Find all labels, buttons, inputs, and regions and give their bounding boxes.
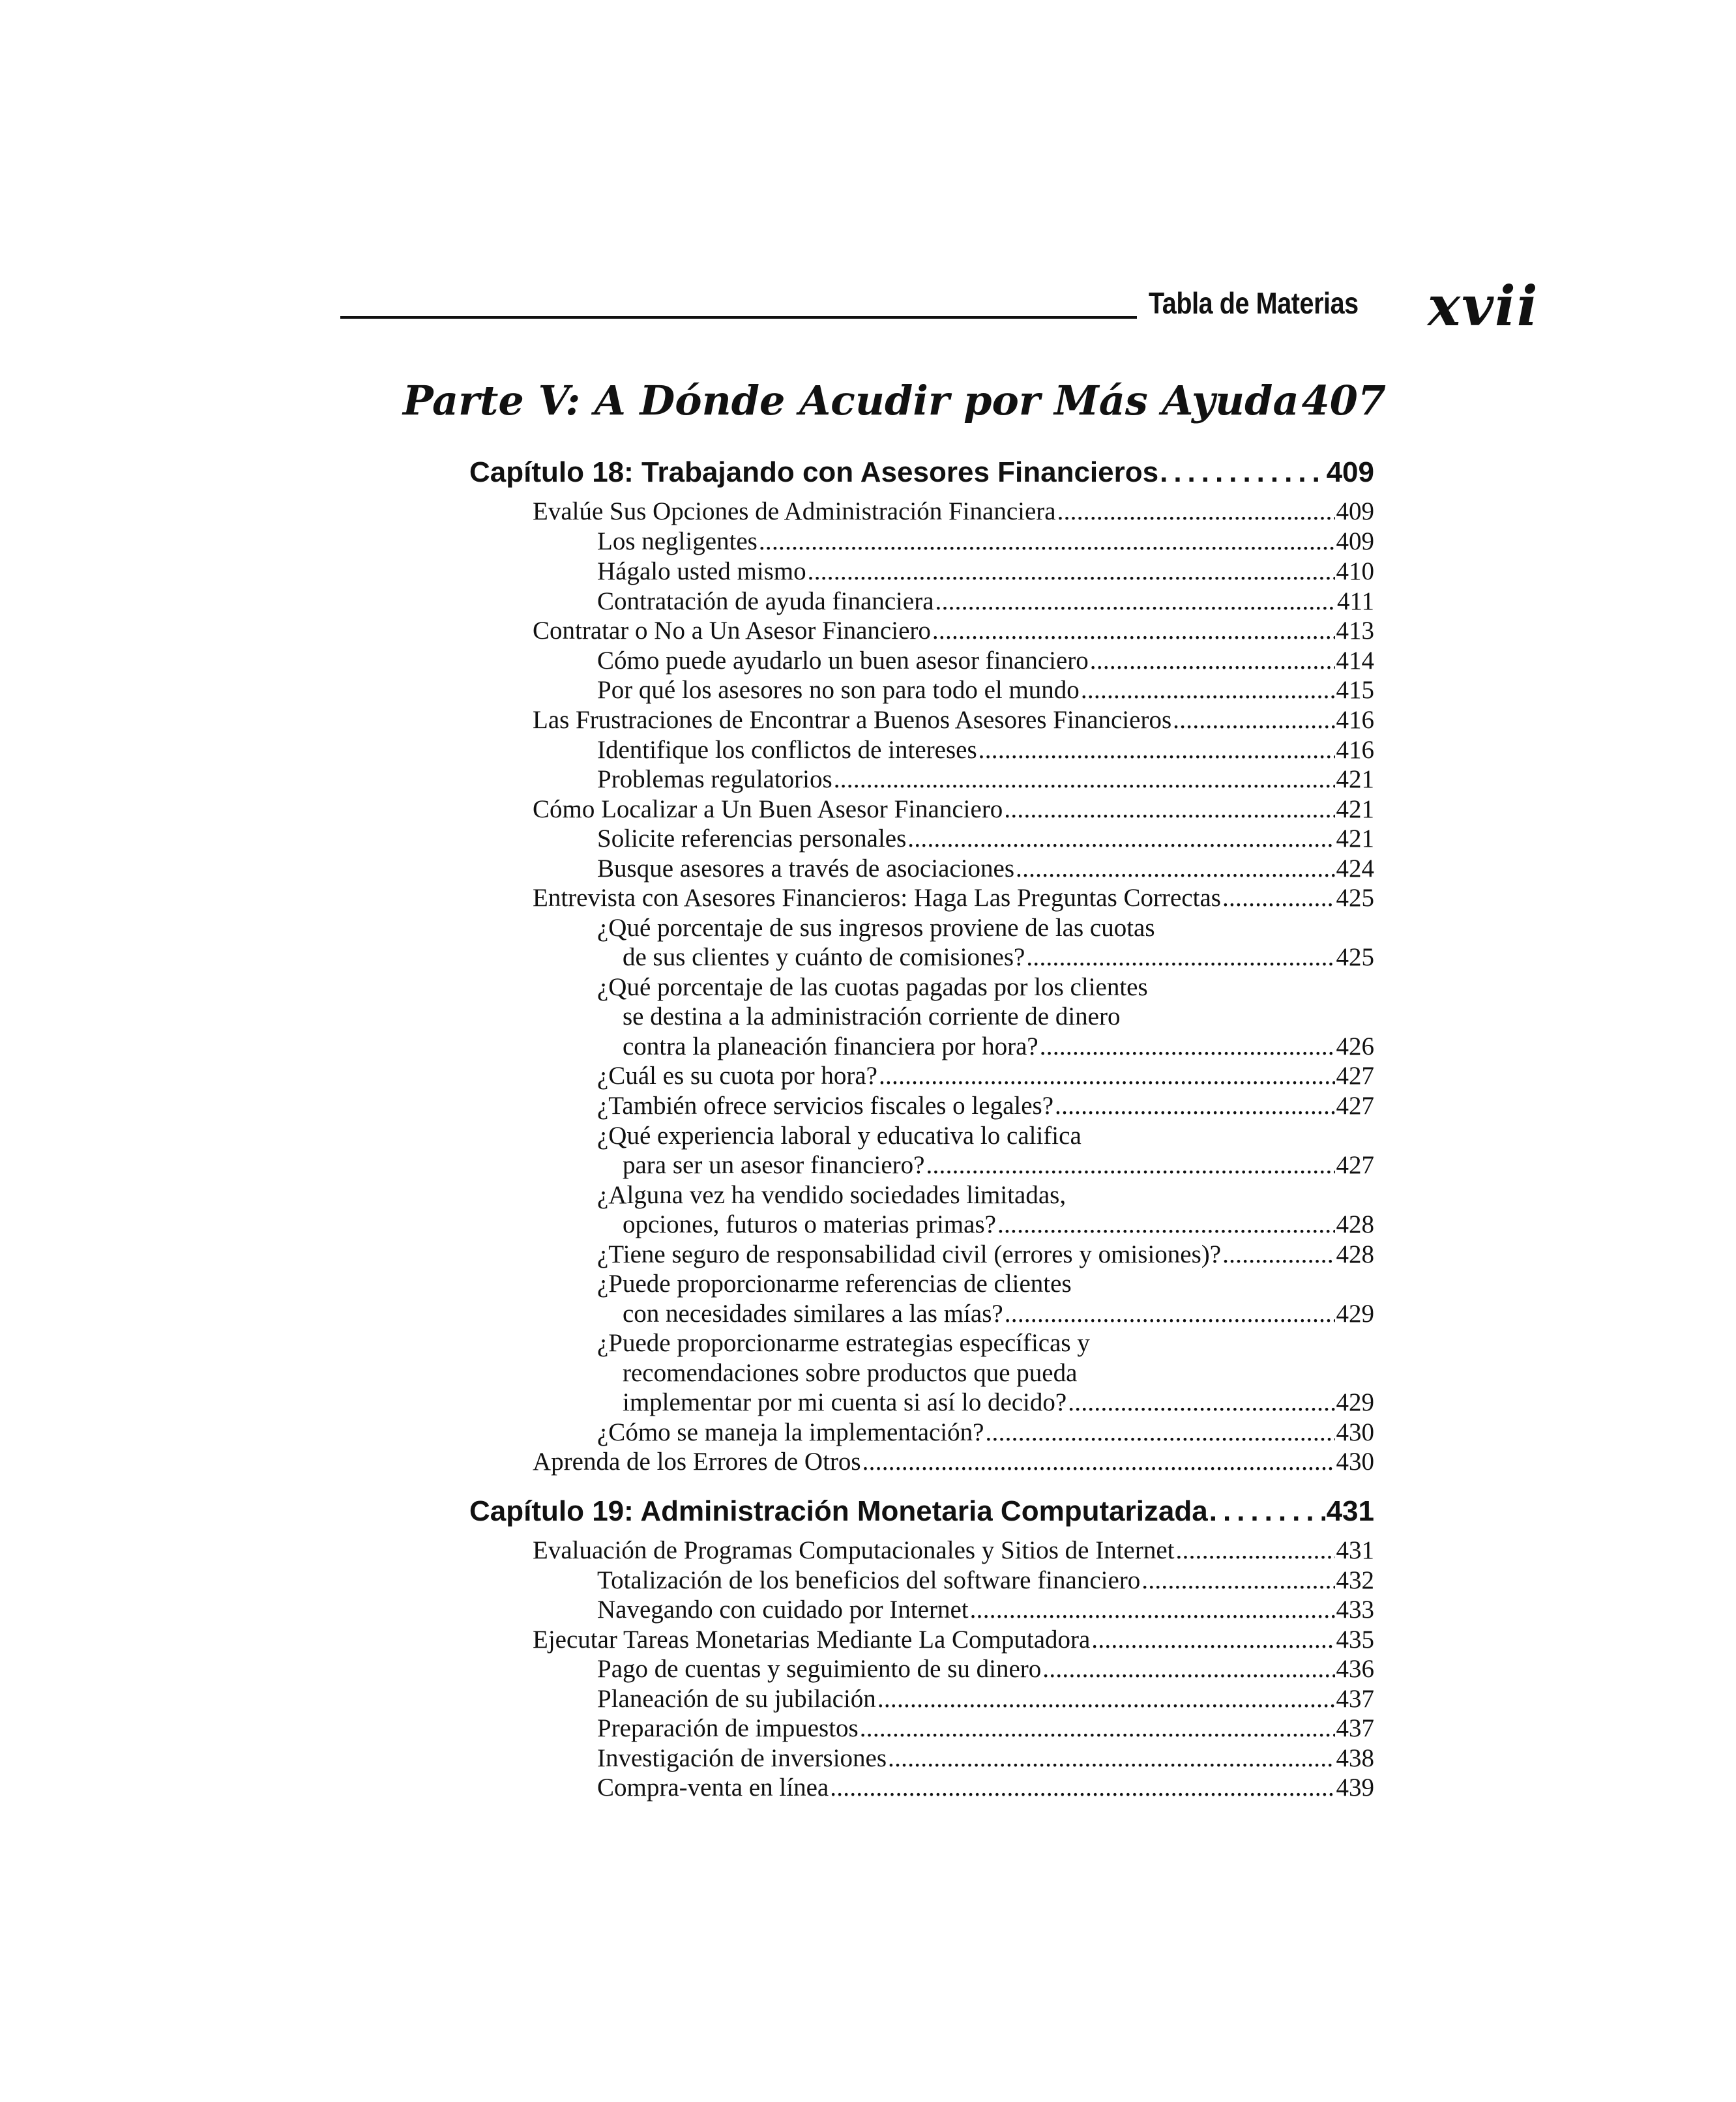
toc-subsection-line	[597, 1180, 1374, 1210]
entry-text: ¿Puede proporcionarme estrategias específicas y	[597, 1329, 1090, 1357]
dot-leader	[830, 1773, 1334, 1802]
entry-text: ¿Cuál es su cuota por hora?	[597, 1062, 877, 1090]
dot-leader	[1081, 675, 1335, 705]
toc-section	[533, 616, 1374, 646]
dot-leader	[879, 1061, 1335, 1090]
entry-text: Evalúe Sus Opciones de Administración Financiera	[533, 497, 1056, 525]
entry-text: de sus clientes y cuánto de comisiones?	[623, 943, 1025, 971]
entry-text: implementar por mi cuenta si así lo decido?	[623, 1388, 1067, 1416]
toc-subsection	[597, 1654, 1374, 1684]
entry-text: Ejecutar Tareas Monetarias Mediante La Computadora	[533, 1626, 1091, 1654]
dot-leader	[907, 824, 1334, 853]
entry-text: Preparación de impuestos	[597, 1714, 859, 1742]
dot-leader	[1222, 1240, 1334, 1269]
toc-subsection	[597, 1091, 1374, 1121]
entry-page: 436	[1336, 1655, 1374, 1683]
entry-text: Pago de cuentas y seguimiento de su dinero	[597, 1655, 1042, 1683]
entry-text: Evaluación de Programas Computacionales y Sitios de Internet	[533, 1536, 1175, 1564]
entry-text: Hágalo usted mismo	[597, 557, 806, 585]
toc-subsection	[597, 675, 1374, 705]
toc-subsection	[623, 1150, 1374, 1180]
dot-leader	[1016, 854, 1334, 883]
entry-text: para ser un asesor financiero?	[623, 1151, 925, 1179]
entry-text: Entrevista con Asesores Financieros: Haga Las Preguntas Correctas	[533, 884, 1221, 912]
entry-page: 435	[1336, 1626, 1374, 1654]
dot-leader	[862, 1447, 1335, 1476]
entry-text: Contratar o No a Un Asesor Financiero	[533, 617, 931, 645]
toc-subsection	[597, 765, 1374, 795]
entry-page: 425	[1336, 884, 1374, 912]
entry-text: ¿Qué porcentaje de sus ingresos proviene de las cuotas	[597, 914, 1155, 942]
dot-leader	[1005, 1299, 1335, 1328]
dot-leader	[926, 1150, 1334, 1180]
entry-page: 424	[1336, 854, 1374, 883]
toc-subsection	[597, 854, 1374, 884]
toc-subsection	[597, 557, 1374, 587]
dot-leader	[1209, 1495, 1325, 1528]
entry-page: 430	[1336, 1418, 1374, 1446]
dot-leader	[808, 557, 1335, 586]
entry-text: ¿También ofrece servicios fiscales o legales?	[597, 1092, 1054, 1120]
toc-part	[403, 377, 1387, 429]
dot-leader	[834, 765, 1335, 794]
toc-subsection	[597, 527, 1374, 557]
entry-page: 426	[1336, 1032, 1374, 1060]
toc-subsection	[597, 1595, 1374, 1625]
dot-leader	[1055, 1091, 1334, 1120]
entry-page: 429	[1336, 1300, 1374, 1328]
entry-page: 430	[1336, 1448, 1374, 1476]
dot-leader	[1004, 795, 1334, 824]
dot-leader	[1091, 1625, 1334, 1654]
toc-subsection-line	[597, 1121, 1374, 1151]
toc-subsection-line	[597, 1328, 1374, 1358]
toc-section	[533, 497, 1374, 527]
entry-text: Contratación de ayuda financiera	[597, 587, 934, 615]
toc-subsection	[623, 1299, 1374, 1329]
toc-section	[533, 1625, 1374, 1655]
dot-leader	[877, 1684, 1335, 1714]
dot-leader	[1040, 1032, 1335, 1061]
entry-page: 427	[1336, 1062, 1374, 1090]
dot-leader	[1042, 1654, 1334, 1684]
entry-text: contra la planeación financiera por hora?	[623, 1032, 1038, 1060]
entry-text: Identifique los conflictos de intereses	[597, 736, 977, 764]
entry-page: 438	[1336, 1744, 1374, 1772]
entry-page: 409	[1336, 497, 1374, 525]
entry-text: Aprenda de los Errores de Otros	[533, 1448, 861, 1476]
toc-section	[533, 1536, 1374, 1566]
toc-subsection	[597, 646, 1374, 676]
entry-text: ¿Tiene seguro de responsabilidad civil (errores y omisiones)?	[597, 1240, 1222, 1268]
toc-subsection-line	[623, 1002, 1374, 1032]
toc-subsection	[597, 1684, 1374, 1714]
entry-text: Cómo Localizar a Un Buen Asesor Financiero	[533, 795, 1003, 823]
chapter-page: 409	[1326, 456, 1374, 488]
entry-page: 427	[1336, 1092, 1374, 1120]
entry-text: ¿Qué experiencia laboral y educativa lo califica	[597, 1122, 1081, 1150]
entry-text: Solicite referencias personales	[597, 825, 907, 853]
toc-subsection-line	[597, 972, 1374, 1002]
toc-subsection	[623, 1210, 1374, 1240]
entry-text: Busque asesores a través de asociaciones	[597, 854, 1015, 883]
entry-text: se destina a la administración corriente de dinero	[623, 1002, 1121, 1030]
toc-subsection	[597, 735, 1374, 765]
entry-text: Problemas regulatorios	[597, 765, 832, 793]
dot-leader	[1173, 705, 1334, 735]
dot-leader	[1057, 497, 1335, 526]
entry-page: 414	[1336, 647, 1374, 675]
toc-subsection	[597, 1714, 1374, 1744]
entry-page: 429	[1336, 1388, 1374, 1416]
entry-text: ¿Cómo se maneja la implementación?	[597, 1418, 984, 1446]
entry-text: Investigación de inversiones	[597, 1744, 887, 1772]
dot-leader	[1068, 1388, 1334, 1417]
header-rule	[340, 316, 1137, 319]
entry-page: 421	[1336, 765, 1374, 793]
entry-text: con necesidades similares a las mías?	[623, 1300, 1003, 1328]
toc-subsection	[597, 1744, 1374, 1774]
entry-page: 437	[1336, 1685, 1374, 1713]
entry-page: 409	[1336, 527, 1374, 555]
dot-leader	[1222, 883, 1335, 912]
entry-text: Totalización de los beneficios del software financiero	[597, 1566, 1141, 1594]
entry-page: 428	[1336, 1240, 1374, 1268]
toc-chapter-19	[469, 1495, 1374, 1532]
toc-subsection-line	[597, 1269, 1374, 1299]
dot-leader	[759, 527, 1335, 556]
entry-page: 421	[1336, 825, 1374, 853]
running-title: Tabla de Materias	[1149, 286, 1359, 320]
chapter-title: Capítulo 19: Administración Monetaria Computarizada	[469, 1495, 1208, 1527]
entry-page: 416	[1336, 736, 1374, 764]
toc-subsection	[597, 824, 1374, 854]
part-title: Parte V: A Dónde Acudir por Más Ayuda	[403, 377, 1299, 424]
entry-page: 428	[1336, 1210, 1374, 1238]
toc-subsection	[597, 1418, 1374, 1448]
entry-text: Por qué los asesores no son para todo el mundo	[597, 676, 1080, 704]
dot-leader	[1141, 1566, 1334, 1595]
toc-chapter-18	[469, 456, 1374, 493]
toc-subsection	[597, 1566, 1374, 1596]
toc-section	[533, 705, 1374, 735]
entry-page: 432	[1336, 1566, 1374, 1594]
dot-leader	[997, 1210, 1335, 1239]
toc-subsection	[597, 1773, 1374, 1803]
dot-leader	[1090, 646, 1335, 675]
page-numeral: xvii	[1428, 274, 1539, 338]
entry-text: Cómo puede ayudarlo un buen asesor financiero	[597, 647, 1089, 675]
dot-leader	[970, 1595, 1335, 1624]
entry-page: 416	[1336, 706, 1374, 734]
entry-text: Planeación de su jubilación	[597, 1685, 876, 1713]
entry-text: Los negligentes	[597, 527, 758, 555]
entry-text: ¿Puede proporcionarme referencias de clientes	[597, 1270, 1072, 1298]
toc-subsection	[597, 1061, 1374, 1091]
entry-text: ¿Alguna vez ha vendido sociedades limitadas,	[597, 1181, 1067, 1209]
entry-page: 427	[1336, 1151, 1374, 1179]
toc-subsection-line	[597, 913, 1374, 943]
entry-page: 425	[1336, 943, 1374, 971]
part-page: 407	[1301, 377, 1387, 424]
toc-subsection-line	[623, 1358, 1374, 1388]
entry-text: ¿Qué porcentaje de las cuotas pagadas por los clientes	[597, 973, 1148, 1001]
entry-text: opciones, futuros o materias primas?	[623, 1210, 996, 1238]
chapter-title: Capítulo 18: Trabajando con Asesores Financieros	[469, 456, 1159, 488]
entry-page: 437	[1336, 1714, 1374, 1742]
dot-leader	[932, 616, 1335, 645]
toc-section	[533, 795, 1374, 825]
dot-leader	[1176, 1536, 1335, 1565]
toc-subsection	[623, 942, 1374, 972]
entry-page: 433	[1336, 1596, 1374, 1624]
entry-text: Navegando con cuidado por Internet	[597, 1596, 969, 1624]
toc-subsection	[597, 1240, 1374, 1270]
dot-leader	[860, 1714, 1335, 1743]
entry-page: 413	[1336, 617, 1374, 645]
chapter-page: 431	[1326, 1495, 1374, 1527]
dot-leader	[888, 1744, 1334, 1773]
entry-text: recomendaciones sobre productos que pueda	[623, 1359, 1078, 1387]
entry-page: 421	[1336, 795, 1374, 823]
dot-leader	[978, 735, 1335, 765]
toc-section	[533, 883, 1374, 913]
entry-page: 415	[1336, 676, 1374, 704]
toc-subsection	[597, 587, 1374, 617]
entry-text: Compra-venta en línea	[597, 1774, 829, 1802]
entry-page: 410	[1336, 557, 1374, 585]
dot-leader	[985, 1418, 1334, 1447]
entry-page: 439	[1336, 1774, 1374, 1802]
dot-leader	[1026, 942, 1334, 972]
dot-leader	[935, 587, 1336, 616]
dot-leader	[1160, 456, 1325, 489]
toc-section	[533, 1447, 1374, 1477]
entry-page: 411	[1336, 587, 1374, 615]
toc-subsection	[623, 1388, 1374, 1418]
entry-page: 431	[1336, 1536, 1374, 1564]
toc-subsection	[623, 1032, 1374, 1062]
entry-text: Las Frustraciones de Encontrar a Buenos Asesores Financieros	[533, 706, 1172, 734]
